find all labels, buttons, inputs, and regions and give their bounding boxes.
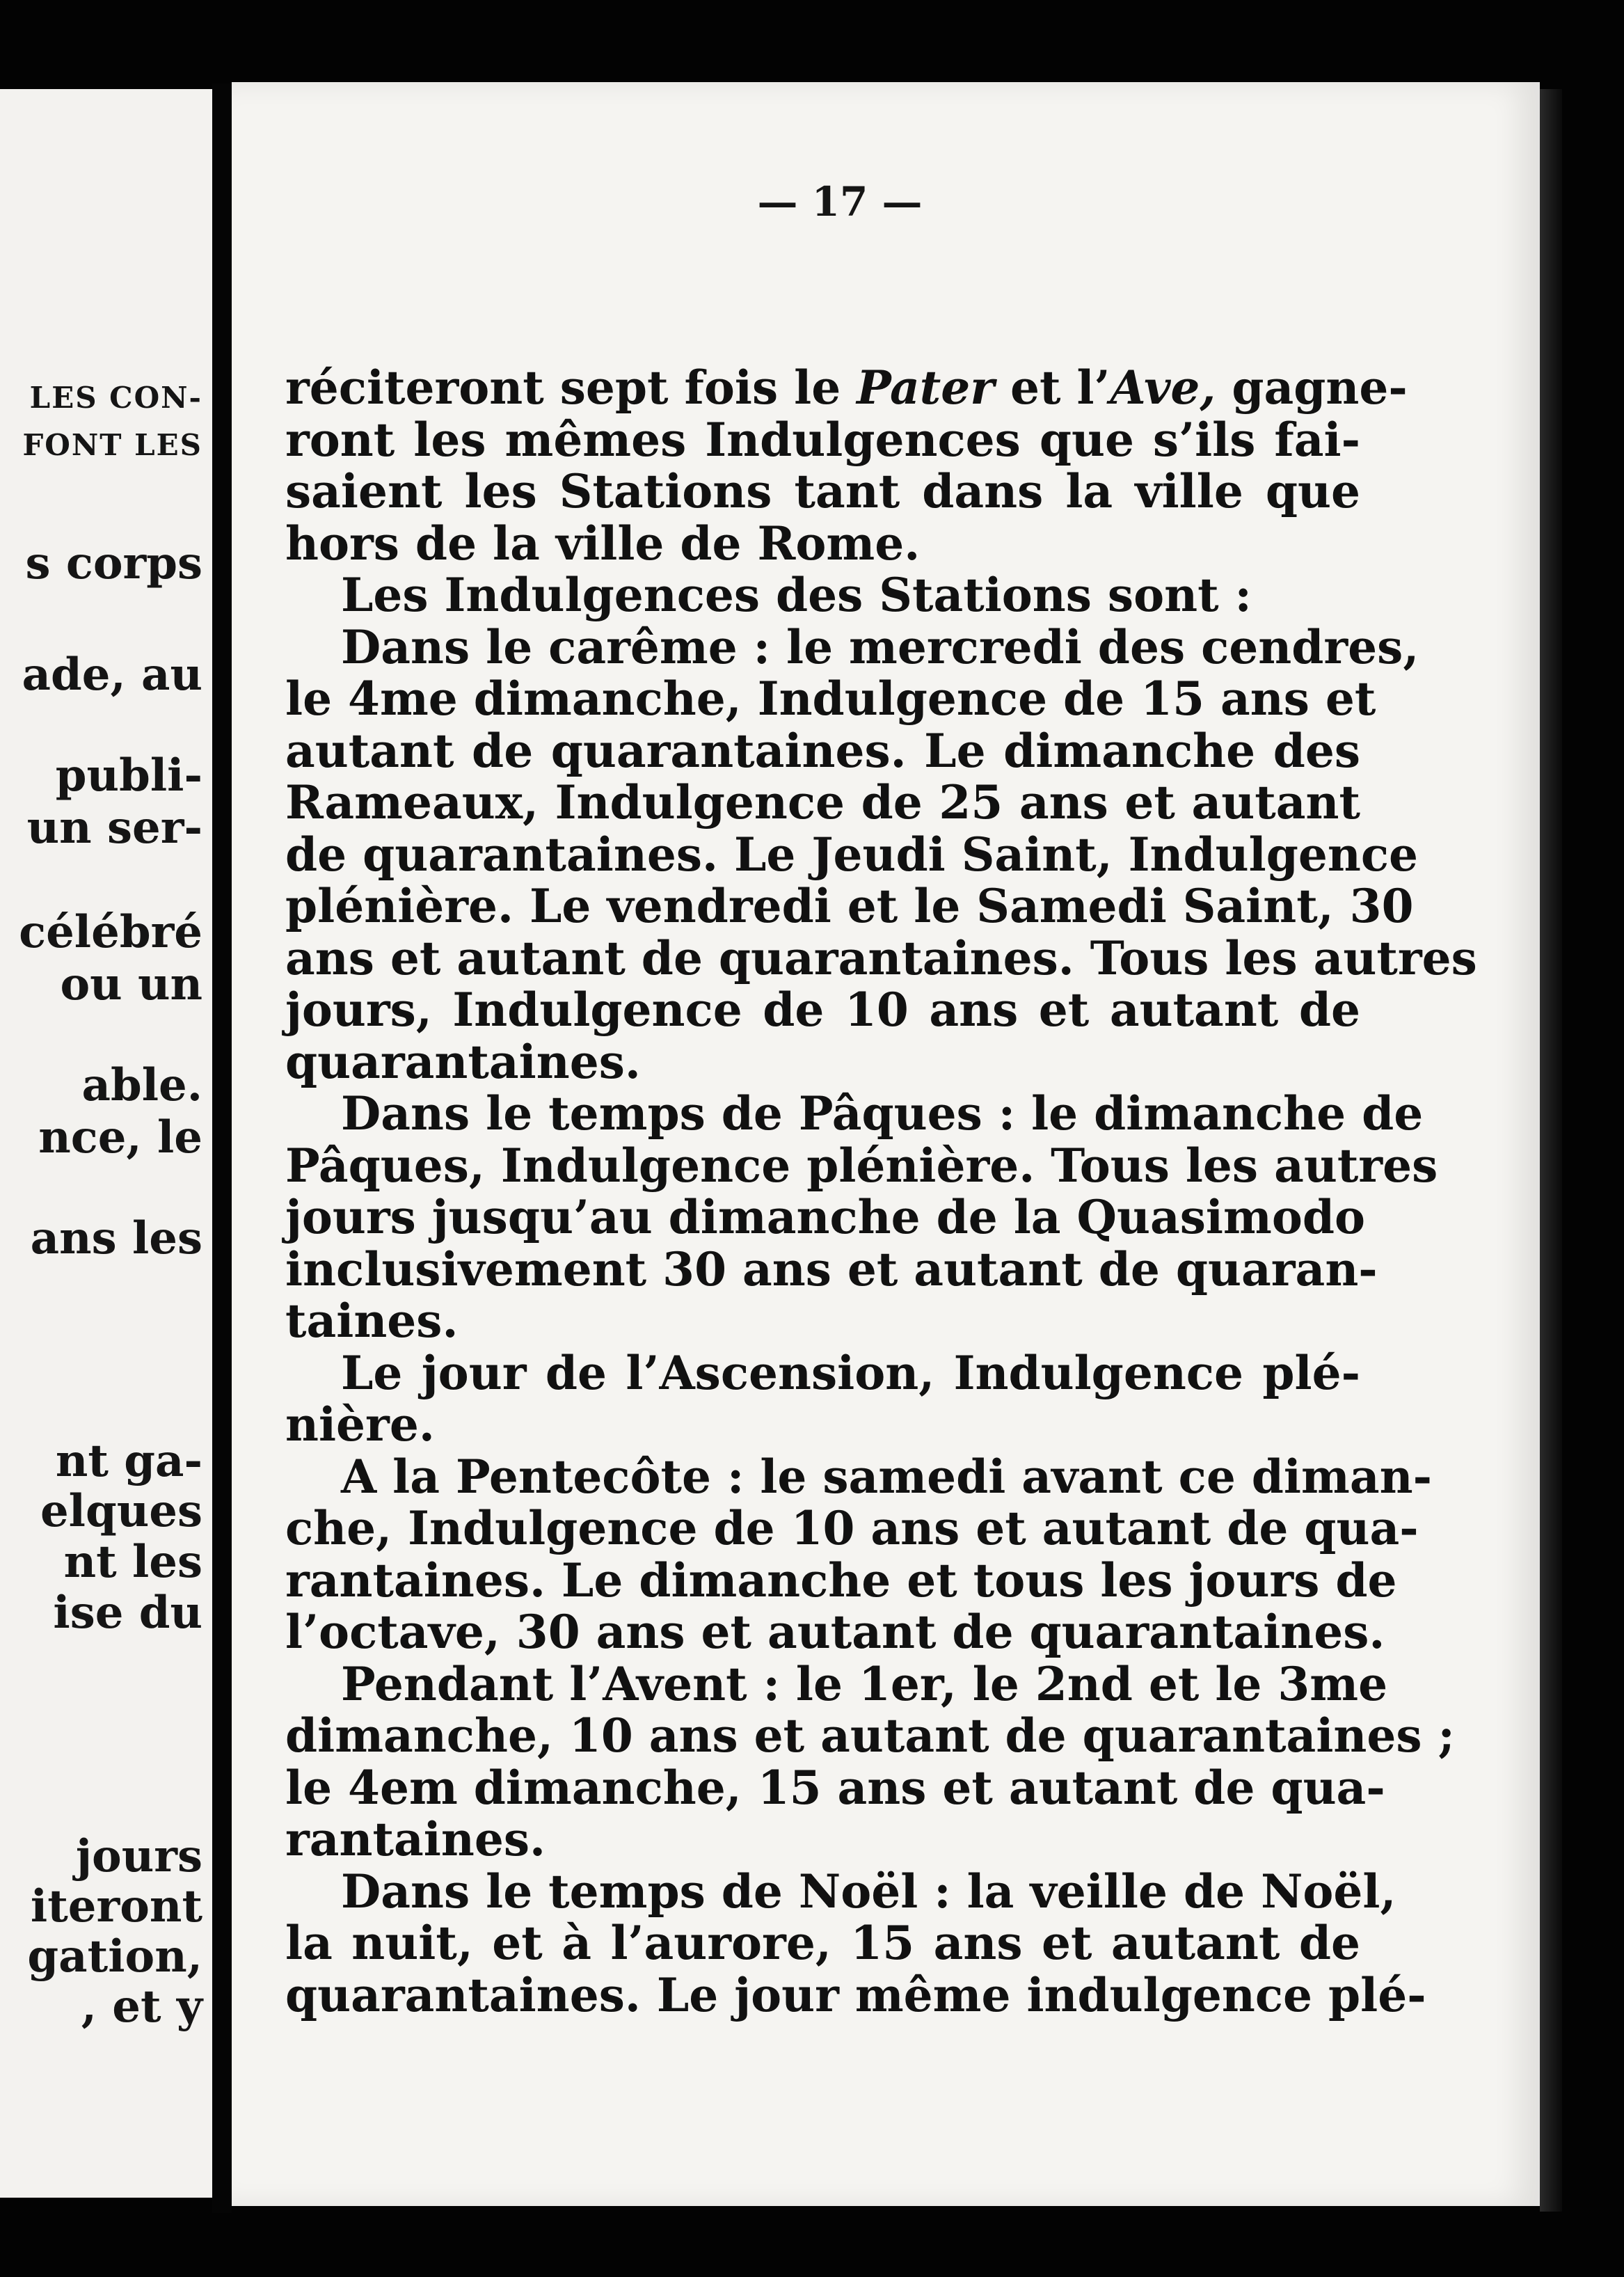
left-page-line: nt ga- <box>55 1435 202 1487</box>
text-line: plénière. Le vendredi et le Samedi Saint, 30 <box>285 879 1414 933</box>
page-body-text <box>285 360 1477 2022</box>
left-page-line: iteront <box>30 1880 202 1933</box>
text-line: jours jusqu’au dimanche de la Quasimodo <box>285 1190 1366 1244</box>
text-line: ans et autant de quarantaines. Tous les autres <box>285 930 1477 985</box>
left-page-line: gation, <box>27 1930 202 1983</box>
left-page-line: célébré <box>19 906 202 958</box>
page-edge-shadow <box>1540 89 1562 2212</box>
left-page-line: ans les <box>30 1212 202 1264</box>
text-line: jours, Indulgence de 10 ans et autant de <box>285 983 1360 1037</box>
left-page-line: elques <box>40 1485 202 1537</box>
left-page-line: jours <box>75 1830 202 1882</box>
text-line: Le jour de l’Ascension, Indulgence plé- <box>341 1345 1360 1400</box>
text-line: inclusivement 30 ans et autant de quaran- <box>285 1241 1378 1296</box>
text-line: ront les mêmes Indulgences que s’ils fai- <box>285 412 1360 467</box>
text-line: Dans le temps de Noël : la veille de Noël, <box>341 1864 1396 1919</box>
text-line: l’octave, 30 ans et autant de quarantaines. <box>285 1605 1385 1659</box>
text-line: hors de la ville de Rome. <box>285 516 921 571</box>
left-page-line: publi- <box>55 749 202 802</box>
ave-italic: Ave, <box>1110 360 1216 415</box>
left-page-line: s corps <box>25 537 202 589</box>
left-page-line: nce, le <box>38 1111 202 1164</box>
text-line: taines. <box>285 1294 459 1348</box>
text-line: rantaines. <box>285 1812 546 1866</box>
text-line: la nuit, et à l’aurore, 15 ans et autant de <box>285 1916 1360 1970</box>
left-page-line: FONT LES <box>22 428 202 462</box>
left-page-line: un ser- <box>26 802 202 854</box>
left-page-line: ise du <box>53 1587 202 1639</box>
book-gutter <box>212 84 232 2213</box>
pater-italic: Pater <box>857 360 995 415</box>
page-number: — 17 — <box>757 178 923 225</box>
text-line: quarantaines. <box>285 1034 641 1089</box>
text-line-first: réciteront sept fois le Pater et l’Ave, gagne- <box>285 360 1408 415</box>
text-line: dimanche, 10 ans et autant de quarantaines ; <box>285 1708 1455 1763</box>
text-line: Les Indulgences des Stations sont : <box>341 568 1252 622</box>
left-page-line: able. <box>81 1059 202 1111</box>
text-line: Pendant l’Avent : le 1er, le 2nd et le 3me <box>341 1656 1388 1711</box>
text-line: le 4me dimanche, Indulgence de 15 ans et <box>285 672 1376 726</box>
text-line: Rameaux, Indulgence de 25 ans et autant <box>285 775 1360 830</box>
left-page-line: , et y <box>81 1981 202 2033</box>
text-line: le 4em dimanche, 15 ans et autant de qua- <box>285 1760 1385 1815</box>
text-line: Pâques, Indulgence plénière. Tous les autres <box>285 1138 1438 1193</box>
left-page-line: LES CON- <box>29 381 202 415</box>
text-line: nière. <box>285 1397 435 1452</box>
left-page-line: ade, au <box>22 649 202 701</box>
text-line: autant de quarantaines. Le dimanche des <box>285 723 1360 778</box>
text-line: Dans le temps de Pâques : le dimanche de <box>341 1086 1424 1141</box>
text-line: de quarantaines. Le Jeudi Saint, Indulgence <box>285 827 1419 882</box>
left-page-line: nt les <box>63 1536 202 1588</box>
left-page-line: ou un <box>60 958 202 1010</box>
left-facing-page <box>0 89 212 2198</box>
text-line: rantaines. Le dimanche et tous les jours de <box>285 1553 1397 1608</box>
text-line: Dans le carême : le mercredi des cendres, <box>341 619 1419 674</box>
text-line: che, Indulgence de 10 ans et autant de qua- <box>285 1501 1419 1555</box>
text-line: saient les Stations tant dans la ville que <box>285 464 1360 518</box>
text-line: quarantaines. Le jour même indulgence plé- <box>285 1967 1426 2022</box>
text-line: A la Pentecôte : le samedi avant ce diman- <box>341 1449 1432 1504</box>
